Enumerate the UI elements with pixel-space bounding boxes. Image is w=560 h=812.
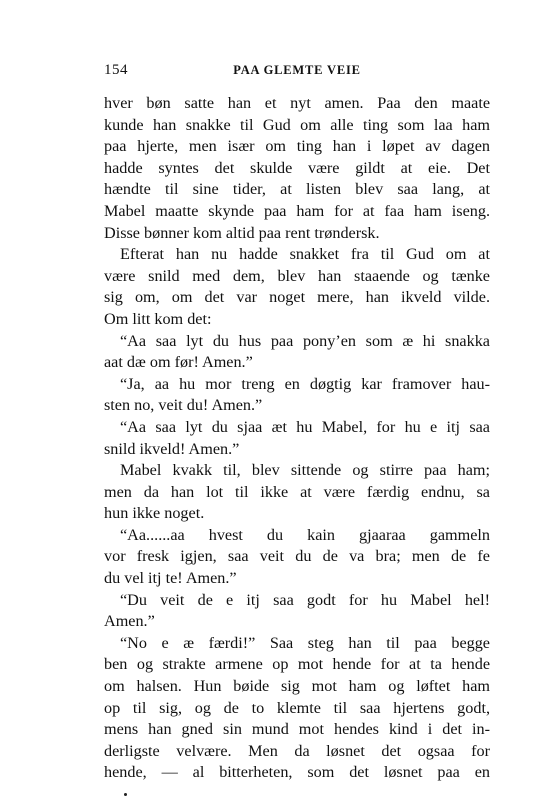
text-line: hende, — al bitterheten, som det løsnet paa en [104,763,490,782]
text-line: mens han gned sin mund mot hendes kind i det in- [104,720,490,739]
text-line: du vel itj te! Amen.” [104,569,237,588]
text-line: kunde han snakke til Gud om alle ting som laa ham [104,115,490,134]
text-line: “Ja, aa hu mor treng en døgtig kar framover hau- [120,374,490,393]
text-line: “Aa saa lyt du sjaa æt hu Mabel, for hu e itj saa [120,417,490,436]
text-line: Mabel maatte skynde paa ham for at faa ham iseng. [104,201,490,220]
text-line: sten no, veit du! Amen.” [104,396,263,415]
page-header [104,62,490,82]
text-line: Amen.” [104,612,155,631]
text-line: “Aa saa lyt du hus paa pony’en som æ hi snakka [120,331,490,350]
ink-speck [124,793,127,796]
text-line: Mabel kvakk til, blev sittende og stirre paa ham; [120,461,490,480]
text-line: snild ikveld! Amen.” [104,439,240,458]
text-line: derligste velvære. Men da løsnet det ogsaa for [104,741,490,760]
text-line: paa hjerte, men især om ting han i løpet av dagen [104,137,490,156]
text-line: sig om, om det var noget mere, han ikveld vilde. [104,288,490,307]
page-number: 154 [104,62,128,78]
text-line: Efterat han nu hadde snakket fra til Gud om at [120,245,490,264]
text-line: ben og strakte armene op mot hende for at ta hende [104,655,490,674]
text-line: “Du veit de e itj saa godt for hu Mabel hel! [120,590,490,609]
text-line: “No e æ færdi!” Saa steg han til paa begge [120,633,490,652]
running-title: PAA GLEMTE VEIE [233,63,361,77]
text-line: op til sig, og de to klemte til saa hjertens godt, [104,698,490,717]
text-line: hændte til sine tider, at listen blev saa lang, at [104,180,490,199]
text-line: om halsen. Hun bøide sig mot ham og løftet ham [104,677,490,696]
text-line: “Aa......aa hvest du kain gjaaraa gammeln [120,525,490,544]
text-line: aat dæ om før! Amen.” [104,353,253,372]
text-line: vor fresk igjen, saa veit du de va bra; men de fe [104,547,490,566]
text-line: hver bøn satte han et nyt amen. Paa den maate [104,94,490,112]
body-text [104,93,490,784]
text-line: Om litt kom det: [104,309,212,328]
text-line: men da han lot til ikke at være færdig endnu, sa [104,482,490,501]
text-line: være snild med dem, blev han staaende og tænke [104,266,490,285]
text-line: Disse bønner kom altid paa rent trøndersk. [104,223,380,242]
text-line: hadde syntes det skulde være gildt at eie. Det [104,158,490,177]
text-line: hun ikke noget. [104,504,205,523]
